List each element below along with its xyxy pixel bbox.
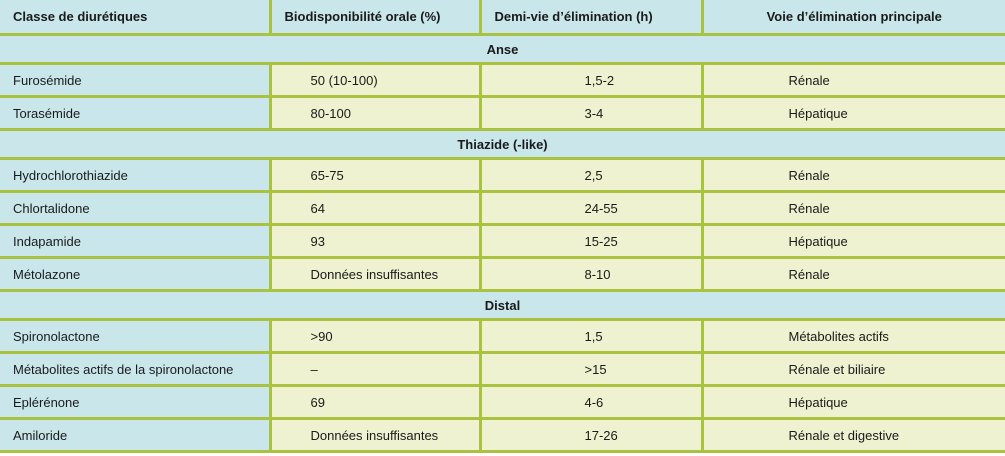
table-row [0,353,1005,386]
header-bioavailability: Biodisponibilité orale (%) [270,0,480,35]
header-row [0,0,1005,35]
group-row-anse [0,35,1005,64]
bioavailability-cell: 64 [270,192,480,225]
elimination-cell: Rénale et digestive [702,419,1005,452]
drug-name: Spironolactone [0,320,270,353]
bioavailability-cell: 50 (10-100) [270,64,480,97]
bioavailability-cell: 65-75 [270,159,480,192]
elimination-cell: Rénale [702,258,1005,291]
elimination-cell: Métabolites actifs [702,320,1005,353]
drug-name: Hydrochlorothiazide [0,159,270,192]
drug-name: Indapamide [0,225,270,258]
table-row [0,320,1005,353]
elimination-cell: Rénale [702,159,1005,192]
drug-name: Amiloride [0,419,270,452]
half-life-cell: 17-26 [480,419,702,452]
table-row [0,192,1005,225]
drug-name: Eplérénone [0,386,270,419]
elimination-cell: Rénale [702,192,1005,225]
half-life-cell: 3-4 [480,97,702,130]
bioavailability-cell: 80-100 [270,97,480,130]
table-row [0,64,1005,97]
half-life-cell: 15-25 [480,225,702,258]
elimination-cell: Hépatique [702,386,1005,419]
bioavailability-cell: Données insuffisantes [270,419,480,452]
bioavailability-cell: Données insuffisantes [270,258,480,291]
half-life-cell: 1,5-2 [480,64,702,97]
table-row [0,258,1005,291]
elimination-cell: Rénale et biliaire [702,353,1005,386]
bioavailability-cell: 69 [270,386,480,419]
half-life-cell: >15 [480,353,702,386]
drug-name: Torasémide [0,97,270,130]
drug-name: Métolazone [0,258,270,291]
drug-name: Métabolites actifs de la spironolactone [0,353,270,386]
table-row [0,159,1005,192]
group-title: Thiazide (-like) [0,130,1005,159]
table-row [0,386,1005,419]
elimination-cell: Rénale [702,64,1005,97]
group-title: Distal [0,291,1005,320]
group-row-distal [0,291,1005,320]
bioavailability-cell: 93 [270,225,480,258]
header-elimination-route: Voie d’élimination principale [702,0,1005,35]
group-title: Anse [0,35,1005,64]
header-class: Classe de diurétiques [0,0,270,35]
table-row [0,225,1005,258]
half-life-cell: 2,5 [480,159,702,192]
group-row-thiazide [0,130,1005,159]
half-life-cell: 24-55 [480,192,702,225]
table-row [0,97,1005,130]
half-life-cell: 8-10 [480,258,702,291]
half-life-cell: 1,5 [480,320,702,353]
bioavailability-cell: – [270,353,480,386]
drug-name: Furosémide [0,64,270,97]
elimination-cell: Hépatique [702,225,1005,258]
elimination-cell: Hépatique [702,97,1005,130]
drug-name: Chlortalidone [0,192,270,225]
bioavailability-cell: >90 [270,320,480,353]
header-half-life: Demi-vie d’élimination (h) [480,0,702,35]
table-row [0,419,1005,452]
half-life-cell: 4-6 [480,386,702,419]
